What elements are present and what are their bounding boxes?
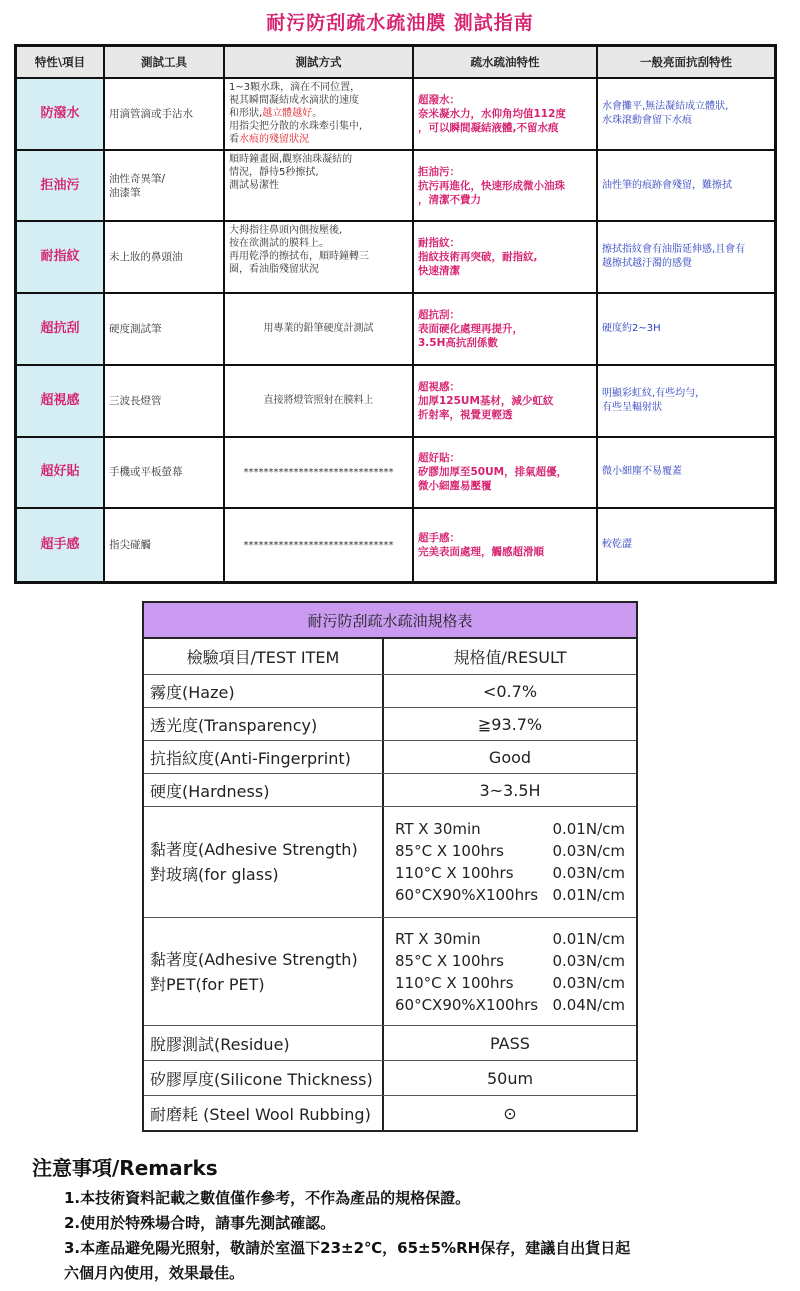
spec-label: 硬度(Hardness) <box>144 774 384 806</box>
spec-label: 霧度(Haze) <box>144 675 384 707</box>
glossy-cell: 水會攤平,無法凝結成立體狀, 水珠滾動會留下水痕 <box>598 79 774 151</box>
spec-header-result: 規格值/RESULT <box>453 648 567 667</box>
spec-value: 50um <box>486 1068 534 1088</box>
spec-label: 耐磨耗 (Steel Wool Rubbing) <box>144 1096 384 1130</box>
feature-cell: 拒油污 <box>17 151 105 223</box>
tool-cell: 未上妝的鼻頭油 <box>105 222 225 294</box>
hydrophobic-cell: 超視感： 加厚125UM基材，減少虹紋 折射率，視覺更輕透 <box>414 366 598 438</box>
glossy-cell: 擦拭指紋會有油脂延伸感,且會有 越擦拭越汙濁的感覺 <box>598 222 774 294</box>
table-row <box>144 675 636 708</box>
spec-title: 耐污防刮疏水疏油規格表 <box>144 603 636 639</box>
spec-label-line: 黏著度(Adhesive Strength) <box>150 949 358 969</box>
glossy-cell: 油性筆的痕跡會殘留，難擦拭 <box>598 151 774 223</box>
spec-label <box>144 807 384 917</box>
hydrophobic-cell: 超潑水： 奈米凝水力，水仰角均值112度 ，可以瞬間凝結液體,不留水痕 <box>414 79 598 151</box>
table-row <box>144 1061 636 1096</box>
glossy-cell: 微小細塵不易覆蓋 <box>598 438 774 510</box>
glossy-cell: 硬度約2~3H <box>598 294 774 366</box>
table-row <box>144 807 636 918</box>
method-cell: 直接將燈管照射在膜料上 <box>225 366 414 438</box>
spec-value: RT X 30min 0.01N/cm 85°C X 100hrs 0.03N/cm 110°C X 100hrs 0.03N/cm 60°CX90%X100hrs 0.04N/cm <box>395 929 625 1014</box>
test-guide-table <box>14 44 777 584</box>
method-cell: 順時鐘畫圈,觀察油珠凝結的 情況，靜待5秒擦拭, 測試易潔性 <box>225 151 414 223</box>
header-tool: 測試工具 <box>105 47 225 79</box>
hydrophobic-cell: 超手感： 完美表面處理，觸感超滑順 <box>414 509 598 581</box>
hydrophobic-cell: 超好貼： 矽膠加厚至50UM，排氣超優， 微小細塵易壓覆 <box>414 438 598 510</box>
remarks-title: 注意事項/Remarks <box>32 1156 218 1180</box>
method-cell: ****************************** <box>225 438 414 510</box>
remarks-list <box>64 1186 764 1286</box>
page-title: 耐污防刮疏水疏油膜 測試指南 <box>266 12 534 34</box>
spec-value: <0.7% <box>482 681 538 701</box>
spec-value: PASS <box>490 1033 530 1053</box>
list-item: 1.本技術資料記載之數值僅作參考，不作為產品的規格保證。 <box>64 1189 471 1207</box>
table-row <box>144 918 636 1026</box>
tool-cell: 手機或平板螢幕 <box>105 438 225 510</box>
header-hydrophobic: 疏水疏油特性 <box>414 47 598 79</box>
hydrophobic-cell: 超抗刮： 表面硬化處理再提升， 3.5H高抗刮係數 <box>414 294 598 366</box>
spec-label-line: 黏著度(Adhesive Strength) <box>150 840 358 859</box>
header-method: 測試方式 <box>225 47 414 79</box>
tool-cell: 硬度測試筆 <box>105 294 225 366</box>
method-cell: 用專業的鉛筆硬度計測試 <box>225 294 414 366</box>
feature-cell: 超好貼 <box>17 438 105 510</box>
list-item: 3.本產品避免陽光照射，敬請於室溫下23±2℃，65±5%RH保存，建議自出貨日起 六個月內使用，效果最佳。 <box>64 1239 631 1282</box>
hydrophobic-cell: 拒油污： 抗污再進化，快速形成微小油珠 ，清潔不費力 <box>414 151 598 223</box>
tool-cell: 三波長燈管 <box>105 366 225 438</box>
spec-header-item: 檢驗項目/TEST ITEM <box>144 639 384 674</box>
feature-cell: 超手感 <box>17 509 105 581</box>
table-row <box>144 774 636 807</box>
glossy-cell: 明顯彩虹紋,有些均勻， 有些呈輻射狀 <box>598 366 774 438</box>
method-cell: ****************************** <box>225 509 414 581</box>
tool-cell: 用滴管滴或手沾水 <box>105 79 225 151</box>
spec-value: ≧93.7% <box>477 714 543 734</box>
spec-value: Good <box>488 747 532 767</box>
feature-cell: 耐指紋 <box>17 222 105 294</box>
spec-label-line: 對PET(for PET) <box>150 974 265 994</box>
table-row <box>144 1026 636 1061</box>
tool-cell: 油性奇異筆/ 油漆筆 <box>105 151 225 223</box>
spec-label: 脫膠測試(Residue) <box>144 1026 384 1060</box>
spec-label: 矽膠厚度(Silicone Thickness) <box>144 1061 384 1095</box>
table-row <box>144 1096 636 1130</box>
spec-label-line: 對玻璃(for glass) <box>150 865 279 884</box>
spec-label: 抗指紋度(Anti-Fingerprint) <box>144 741 384 773</box>
table-row <box>144 741 636 774</box>
tool-cell: 指尖碰觸 <box>105 509 225 581</box>
method-cell: 1~3顆水珠，滴在不同位置， 視其瞬間凝結成水滴狀的速度 和形狀,越立體越好。 用指尖把分散的水珠牽引集中, 看水痕的殘留狀況 <box>225 79 414 151</box>
spec-value: 3~3.5H <box>479 780 541 800</box>
spec-label: 透光度(Transparency) <box>144 708 384 740</box>
feature-cell: 超抗刮 <box>17 294 105 366</box>
table-row <box>144 708 636 741</box>
spec-label <box>144 918 384 1025</box>
hydrophobic-cell: 耐指紋： 指紋技術再突破，耐指紋, 快速清潔 <box>414 222 598 294</box>
feature-cell: 超視感 <box>17 366 105 438</box>
spec-table <box>142 601 638 1132</box>
list-item: 2.使用於特殊場合時，請事先測試確認。 <box>64 1214 336 1232</box>
feature-cell: 防潑水 <box>17 79 105 151</box>
header-glossy: 一般亮面抗刮特性 <box>598 47 774 79</box>
spec-header-row <box>144 639 636 675</box>
spec-value: ⊙ <box>503 1103 517 1123</box>
glossy-cell: 較乾澀 <box>602 539 632 551</box>
method-cell: 大拇指往鼻頭內側按壓後, 按在欲測試的膜料上。 再用乾淨的擦拭布，順時鐘轉三 圈，看油脂殘留狀況 <box>225 222 414 294</box>
spec-value: RT X 30min 0.01N/cm 85°C X 100hrs 0.03N/cm 110°C X 100hrs 0.03N/cm 60°CX90%X100hrs 0.01N/cm <box>395 820 625 904</box>
header-feature: 特性\項目 <box>17 47 105 79</box>
